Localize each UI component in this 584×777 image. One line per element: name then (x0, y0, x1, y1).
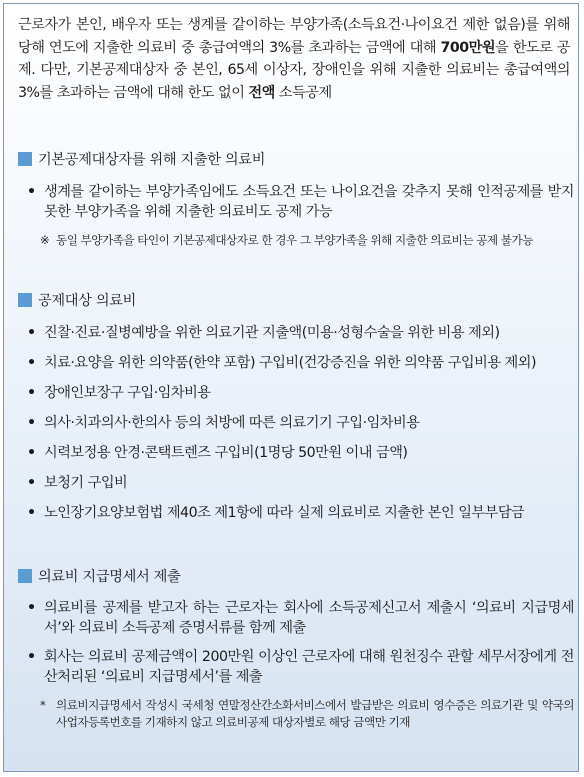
full-amount: 전액 (248, 84, 275, 101)
section-title-eligible-text: 공제대상 의료비 (38, 293, 137, 309)
intro-paragraph (18, 14, 570, 104)
list-item (18, 182, 574, 222)
list-item-text: 생계를 같이하는 부양가족임에도 소득요건 또는 나이요건을 갖추지 못해 인적공제를 받지 못한 부양가족을 위해 지출한 의료비도 공제 가능 (44, 184, 574, 220)
list-item (18, 503, 574, 523)
bullet-dot-icon: • (27, 325, 36, 341)
list-item (18, 598, 574, 638)
list-item-text: 치료·요양을 위한 의약품(한약 포함) 구입비(건강증진을 위한 의약품 구입비용 제외) (44, 355, 537, 371)
bullet-dot-icon: • (27, 475, 36, 491)
list-item-text: 의료비를 공제를 받고자 하는 근로자는 회사에 소득공제신고서 제출시 ‘의료비 지급명세서’와 의료비 소득공제 증명서류를 함께 제출 (44, 600, 574, 636)
list-item (18, 383, 574, 403)
list-item-text: 장애인보장구 구입·임차비용 (44, 385, 211, 401)
basic-note (18, 232, 574, 249)
intro-text-2: 을 한도로 공제. 다만, 기본공제대상자 중 본인, 65세 이상자, 장애인을 위해 지출한 의료비는 총급여액의 3%를 초과하는 금액에 대해 한도 없이 (18, 39, 571, 101)
list-item-text: 노인장기요양보험법 제40조 제1항에 따라 실제 의료비로 지출한 본인 일부부담금 (44, 505, 525, 521)
list-item (18, 323, 574, 343)
basic-list (18, 182, 574, 249)
list-item-text: 의사·치과의사·한의사 등의 처방에 따른 의료기기 구입·임차비용 (44, 415, 420, 431)
section-title-eligible (18, 291, 136, 311)
section-title-basic-text: 기본공제대상자를 위해 지출한 의료비 (38, 152, 266, 168)
section-title-basic (18, 150, 265, 170)
list-item (18, 647, 574, 687)
bullet-dot-icon: • (27, 415, 36, 431)
bullet-dot-icon: • (27, 505, 36, 521)
list-item (18, 413, 574, 433)
square-bullet-icon (18, 152, 32, 166)
section-title-statement (18, 567, 180, 587)
section-title-statement-text: 의료비 지급명세서 제출 (38, 569, 181, 585)
basic-note-text: 동일 부양가족을 타인이 기본공제대상자로 한 경우 그 부양가족을 위해 지출한 의료비는 공제 불가능 (56, 233, 533, 247)
square-bullet-icon (18, 569, 32, 583)
list-item (18, 473, 574, 493)
bullet-dot-icon: • (27, 385, 36, 401)
statement-note (18, 697, 574, 731)
list-item-text: 보청기 구입비 (44, 475, 128, 491)
list-item-text: 회사는 의료비 공제금액이 200만원 이상인 근로자에 대해 원천징수 관할 세무서장에게 전산처리된 ‘의료비 지급명세서’를 제출 (44, 649, 574, 685)
bullet-dot-icon: • (27, 600, 36, 616)
intro-text-1: 근로자가 본인, 배우자 또는 생계를 같이하는 부양가족(소득요건·나이요건 제한 없음)를 위해 당해 연도에 지출한 의료비 중 총급여액의 3%를 초과하는 금액에 대해 (18, 17, 570, 56)
asterisk-mark-icon: * (40, 698, 46, 712)
list-item-text: 시력보정용 안경·콘택트렌즈 구입비(1명당 50만원 이내 금액) (44, 445, 408, 461)
bullet-dot-icon: • (27, 184, 36, 200)
list-item (18, 353, 574, 373)
limit-amount: 700만원 (440, 39, 496, 56)
list-item-text: 진찰·진료·질병예방을 위한 의료기관 지출액(미용·성형수술을 위한 비용 제외) (44, 325, 500, 341)
bullet-dot-icon: • (27, 355, 36, 371)
square-bullet-icon (18, 293, 32, 307)
intro-text-3: 소득공제 (274, 84, 332, 101)
list-item (18, 443, 574, 463)
statement-note-text: 의료비지급명세서 작성시 국세청 연말정산간소화서비스에서 발급받은 의료비 영수증은 의료기관 및 약국의 사업자등록번호를 기재하지 않고 의료비공제 대상자별로 해당 금액만 기재 (56, 698, 574, 729)
bullet-dot-icon: • (27, 445, 36, 461)
content-panel (3, 3, 579, 772)
statement-list (18, 598, 574, 731)
eligible-list (18, 323, 574, 523)
bullet-dot-icon: • (27, 649, 36, 665)
reference-mark-icon: ※ (40, 233, 50, 247)
